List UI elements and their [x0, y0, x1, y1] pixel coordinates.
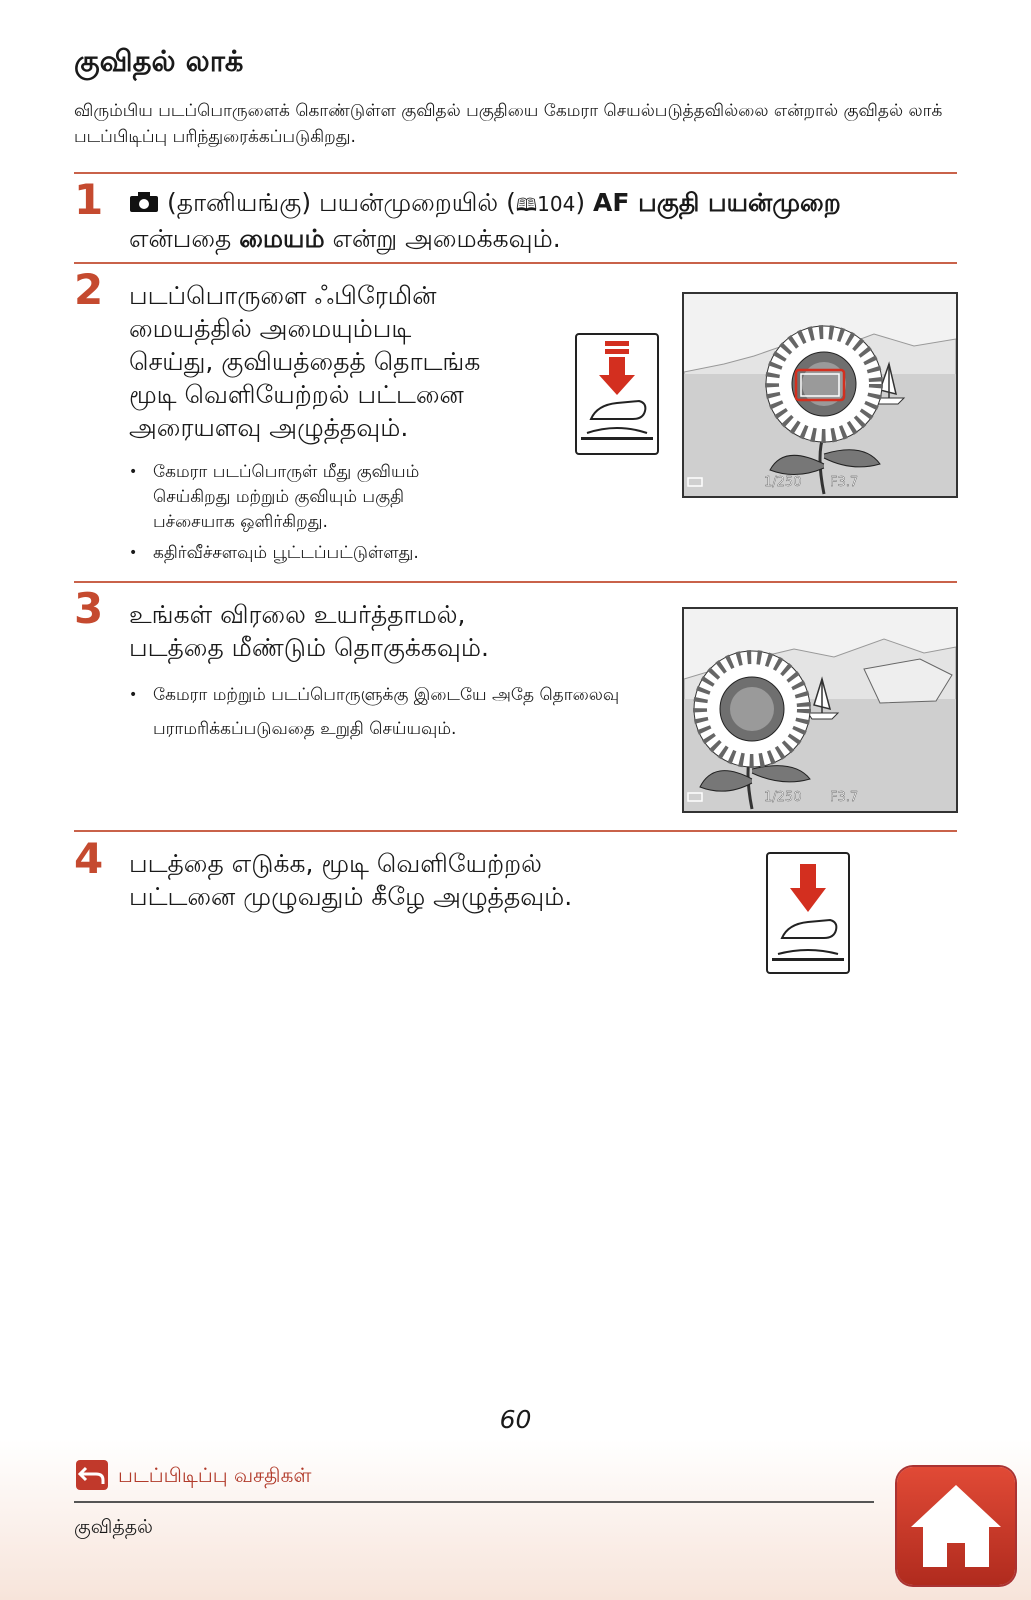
step-line: மூடி வெளியேற்றல் பட்டனை [129, 380, 464, 409]
step-line: படப்பொருளை ஃபிரேமின் [129, 281, 437, 310]
step-number: 1 [74, 175, 104, 224]
step-3-text [129, 598, 649, 664]
home-icon [897, 1467, 1015, 1585]
step-line: செய்து, குவியத்தைத் தொடங்க [129, 347, 481, 376]
sunflower-icon [766, 326, 882, 442]
back-link-shooting-features[interactable]: படப்பிடிப்பு வசதிகள் [118, 1463, 312, 1487]
book-ref-icon: 🕮 [515, 195, 538, 216]
step-3-bullets [129, 678, 629, 752]
step-number: 2 [74, 265, 104, 314]
step-1-mode-text: (தானியங்கு) பயன்முறையில் ( [159, 188, 516, 217]
shutter-speed: 1/250 [764, 475, 802, 490]
step-divider [74, 172, 957, 174]
step-line: மையத்தில் அமையும்படி [129, 314, 412, 343]
step-line: உங்கள் விரலை உயர்த்தாமல், [129, 600, 466, 629]
aperture-value: F3.7 [830, 790, 859, 805]
page-number: 60 [499, 1405, 532, 1434]
step-divider [74, 262, 957, 264]
home-button[interactable] [897, 1467, 1015, 1585]
intro-paragraph: விரும்பிய படப்பொருளைக் கொண்டுள்ள குவிதல் பகுதியை கேமரா செயல்படுத்தவில்லை என்றால் குவிதல் லாக் படப்பிடிப்பு பரிந்துரைக்கப்படுகிறது. [74, 101, 943, 147]
back-arrow-icon[interactable] [76, 1460, 108, 1490]
step-line: படத்தை எடுக்க, மூடி வெளியேற்றல் [129, 849, 542, 878]
list-item: • கதிர்வீச்சளவும் பூட்டப்பட்டுள்ளது. [129, 541, 479, 566]
step-divider [74, 830, 957, 832]
af-area-mode-label: AF பகுதி பயன்முறை [593, 188, 841, 217]
step-1-paren: ) [575, 188, 594, 217]
center-value-label: மையம் [239, 224, 325, 253]
aperture-value: F3.7 [830, 475, 859, 490]
shutter-speed: 1/250 [764, 790, 802, 805]
list-item: • கேமரா மற்றும் படப்பொருளுக்கு இடையே அதே தொலைவு பராமரிக்கப்படுவதை உறுதி செய்யவும். [129, 678, 629, 746]
step-divider [74, 581, 957, 583]
step-number: 4 [74, 834, 104, 883]
step-1-line2-start: என்பதை [129, 224, 240, 253]
camera-icon [129, 191, 159, 213]
list-item: • கேமரா படப்பொருள் மீது குவியம் செய்கிறது மற்றும் குவியும் பகுதி பச்சையாக ஒளிர்கிறது. [129, 460, 479, 535]
camera-screen-centered [682, 292, 958, 498]
page-ref: 104 [537, 192, 576, 216]
step-4-text [129, 847, 689, 913]
step-2-bullets [129, 460, 479, 572]
step-line: பட்டனை முழுவதும் கீழே அழுத்தவும். [129, 882, 573, 911]
shutter-half-press-illustration [575, 333, 659, 455]
step-1-text [129, 186, 959, 255]
step-line: அரையளவு அழுத்தவும். [129, 413, 409, 442]
camera-screen-recomposed [682, 607, 958, 813]
step-2-text [129, 279, 549, 444]
step-line: படத்தை மீண்டும் தொகுக்கவும். [129, 633, 489, 662]
current-section-label: குவித்தல் [74, 1516, 153, 1538]
page-title: குவிதல் லாக் [74, 44, 244, 78]
footer-divider [74, 1501, 874, 1503]
step-1-line2-end: என்று அமைக்கவும். [324, 224, 561, 253]
sunflower-icon [694, 651, 810, 767]
step-number: 3 [74, 584, 104, 633]
shutter-full-press-illustration [766, 852, 850, 974]
